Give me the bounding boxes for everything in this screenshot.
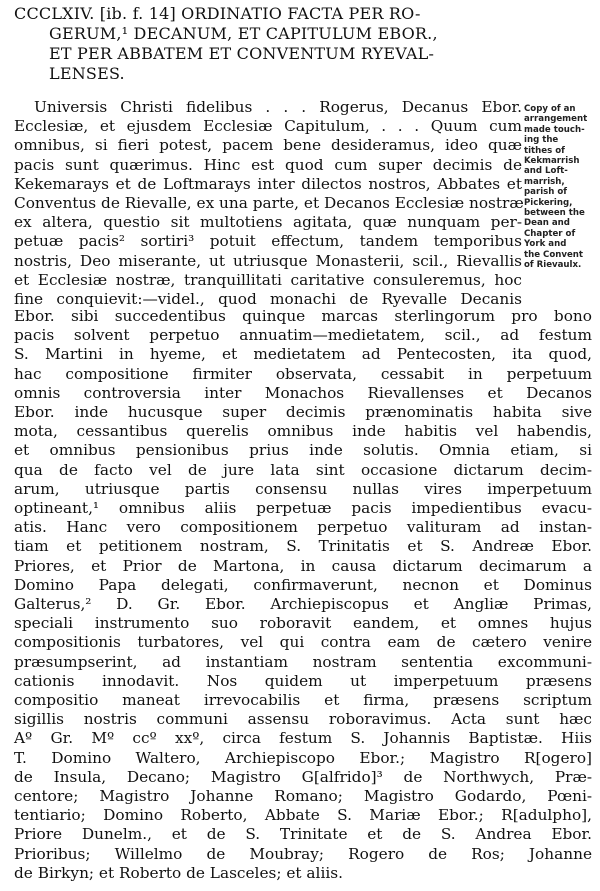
text-line: T. Domino Waltero, Archiepiscopo Ebor.; Magistro R[ogero] <box>14 748 592 767</box>
text-line: nostris, Deo miserante, ut utriusque Monasterii, scil., Rievallis <box>14 251 522 270</box>
margin-note-line: made touch- <box>524 124 585 135</box>
text-line: cationis innodavit. Nos quidem ut imperpetuum præsens <box>14 671 592 690</box>
text-line: Universis Christi fidelibus . . . Rogerus, Decanus Ebor. <box>34 98 522 116</box>
text-line: optineant,¹ omnibus aliis perpetuæ pacis impedientibus evacu- <box>14 499 592 518</box>
charter-opening-text <box>14 98 522 309</box>
text-line: Priores, et Prior de Martona, in causa dictarum decimarum a <box>14 556 592 575</box>
margin-note-line: Copy of an <box>524 104 576 114</box>
text-line: de Birkyn; et Roberto de Lasceles; et aliis. <box>14 863 343 882</box>
text-line: qua de facto vel de jure lata sint occasione dictarum decim- <box>14 460 592 479</box>
margin-note-line: Pickering, <box>524 197 573 208</box>
heading-line: LENSES. <box>49 64 125 83</box>
text-line: Ecclesiæ, et ejusdem Ecclesiæ Capitulum, . . . Quum cum <box>14 117 522 136</box>
text-line: pacis sunt quærimus. Hinc est quod cum super decimis de <box>14 155 522 174</box>
text-line: S. Martini in hyeme, et medietatem ad Pentecosten, ita quod, <box>14 345 592 364</box>
margin-note-line: Chapter of <box>524 228 576 239</box>
margin-note-line: between the <box>524 208 585 219</box>
text-line: et Ecclesiæ nostræ, tranquillitati caritative consuleremus, hoc <box>14 270 522 289</box>
margin-note-line: tithes of <box>524 145 565 156</box>
text-line: Ebor. inde hucusque super decimis prænominatis habita sive <box>14 403 592 422</box>
text-line: petuæ pacis² sortiri³ potuit effectum, tandem temporibus <box>14 232 522 251</box>
text-line: præsumpserint, ad instantiam nostram sententia excommuni- <box>14 652 592 671</box>
text-line: Priore Dunelm., et de S. Trinitate et de S. Andrea Ebor. <box>14 825 592 844</box>
margin-note-line: Dean and <box>524 218 570 229</box>
text-line: tiam et petitionem nostram, S. Trinitatis et S. Andreæ Ebor. <box>14 537 592 556</box>
heading-line: GERUM,¹ DECANUM, ET CAPITULUM EBOR., <box>49 24 438 43</box>
margin-note-line: the Convent <box>524 249 584 260</box>
text-line: Ebor. sibi succedentibus quinque marcas sterlingorum pro bono <box>14 307 592 325</box>
heading-line: CCCLXIV. [ib. f. 14] ORDINATIO FACTA PER RO- <box>14 4 421 23</box>
text-line: atis. Hanc vero compositionem perpetuo valituram ad instan- <box>14 518 592 537</box>
margin-note <box>524 104 598 271</box>
margin-note-line: York and <box>524 239 567 250</box>
text-line: Conventus de Rievalle, ex una parte, et Decanos Ecclesiæ nostræ <box>14 194 524 213</box>
charter-heading <box>14 4 590 84</box>
margin-note-line: Kekmarrish <box>524 156 580 167</box>
margin-note-line: ing the <box>524 135 559 146</box>
text-line: arum, utriusque partis consensu nullas vires imperpetuum <box>14 479 592 498</box>
text-line: de Insula, Decano; Magistro G[alfrido]³ de Northwych, Præ- <box>14 767 592 786</box>
text-line: et omnibus pensionibus prius inde solutis. Omnia etiam, si <box>14 441 592 460</box>
text-line: mota, cessantibus querelis omnibus inde habitis vel habendis, <box>14 422 592 441</box>
text-line: fine conquievit:—videl., quod monachi de Ryevalle Decanis <box>14 290 522 309</box>
margin-note-line: parish of <box>524 187 568 198</box>
text-line: sigillis nostris communi assensu roboravimus. Acta sunt hæc <box>14 710 592 729</box>
text-line: tentiario; Domino Roberto, Abbate S. Mariæ Ebor.; R[adulpho], <box>14 806 592 825</box>
text-line: omnibus, si fieri potest, pacem bene desideramus, ideo quæ <box>14 136 522 155</box>
text-line: centore; Magistro Johanne Romano; Magistro Godardo, Pœni- <box>14 787 592 806</box>
text-line: hac compositione firmiter observata, cessabit in perpetuum <box>14 364 592 383</box>
text-line: Domino Papa delegati, confirmaverunt, necnon et Dominus <box>14 575 592 594</box>
text-line: Kekemarays et de Loftmarays inter dilectos nostros, Abbates et <box>14 174 522 193</box>
margin-note-line: and Loft- <box>524 166 568 177</box>
text-line: speciali instrumento suo roboravit eandem, et omnes hujus <box>14 614 592 633</box>
text-line: Galterus,² D. Gr. Ebor. Archiepiscopus et Angliæ Primas, <box>14 595 592 614</box>
text-line: pacis solvent perpetuo annuatim—medietatem, scil., ad festum <box>14 326 592 345</box>
margin-note-line: arrangement <box>524 114 588 125</box>
text-line: omnis controversia inter Monachos Rievallenses et Decanos <box>14 383 592 402</box>
text-line: Prioribus; Willelmo de Moubray; Rogero de Ros; Johanne <box>14 844 592 863</box>
text-line: compositionis turbatores, vel qui contra eam de cætero venire <box>14 633 592 652</box>
margin-note-line: marrish, <box>524 176 565 187</box>
charter-continuation-text <box>14 307 592 883</box>
text-line: Aº Gr. Mº ccº xxº, circa festum S. Johannis Baptistæ. Hiis <box>14 729 592 748</box>
text-line: compositio maneat irrevocabilis et firma, præsens scriptum <box>14 691 592 710</box>
margin-note-line: of Rievaulx. <box>524 260 582 271</box>
text-line: ex altera, questio sit multotiens agitata, quæ nunquam per- <box>14 213 522 232</box>
heading-line: ET PER ABBATEM ET CONVENTUM RYEVAL- <box>49 44 435 63</box>
